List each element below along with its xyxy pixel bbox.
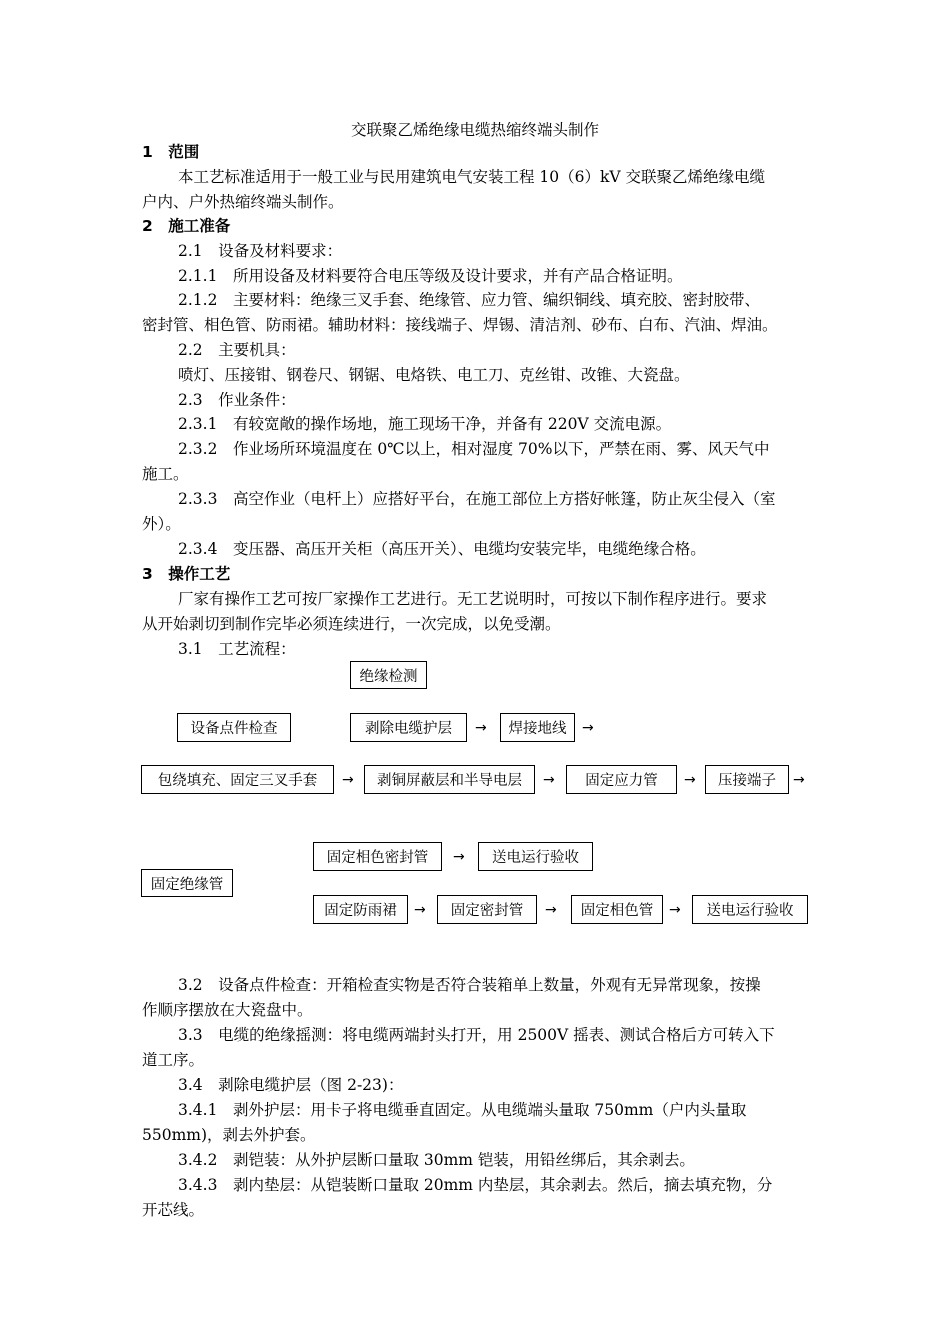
item-2-3-2-line2: 施工。 xyxy=(142,465,189,483)
flow-fix-phase-seal: 固定相色密封管 xyxy=(313,842,442,871)
flow-arrow: → xyxy=(582,720,594,736)
flow-strip-sheath: 剥除电缆护层 xyxy=(350,713,467,742)
flow-arrow: → xyxy=(545,902,557,918)
flow-insulation-test: 绝缘检测 xyxy=(350,661,427,689)
item-2-2-paragraph: 喷灯、压接钳、钢卷尺、钢锯、电烙铁、电工刀、克丝钳、改锥、大瓷盘。 xyxy=(178,366,690,384)
flow-strip-shield: 剥铜屏蔽层和半导电层 xyxy=(364,765,535,794)
item-2-1-1: 2.1.1 所用设备及材料要符合电压等级及设计要求，并有产品合格证明。 xyxy=(178,267,683,285)
section-1-paragraph-line2: 户内、户外热缩终端头制作。 xyxy=(142,193,344,211)
flow-fix-insulation: 固定绝缘管 xyxy=(141,869,233,897)
item-3-3-line1: 3.3 电缆的绝缘摇测：将电缆两端封头打开，用 2500V 摇表、测试合格后方可转入下 xyxy=(178,1026,775,1044)
item-3-4-1-line2: 550mm)，剥去外护套。 xyxy=(142,1126,316,1144)
item-2-3-4: 2.3.4 变压器、高压开关柜（高压开关）、电缆均安装完毕，电缆绝缘合格。 xyxy=(178,540,706,558)
item-3-4: 3.4 剥除电缆护层（图 2-23)： xyxy=(178,1076,404,1094)
flow-arrow: → xyxy=(669,902,681,918)
section-2-heading: 2 施工准备 xyxy=(142,217,231,235)
item-2-1-2-line2: 密封管、相色管、防雨裙。辅助材料：接线端子、焊锡、清洁剂、砂布、白布、汽油、焊油。 xyxy=(142,316,778,334)
item-3-2-line1: 3.2 设备点件检查：开箱检查实物是否符合装箱单上数量，外观有无异常现象，按操 xyxy=(178,976,761,994)
flow-weld-ground: 焊接地线 xyxy=(500,713,575,742)
flow-arrow: → xyxy=(543,772,555,788)
flow-crimp-terminal: 压接端子 xyxy=(705,765,789,794)
flow-fix-rain-skirt: 固定防雨裙 xyxy=(313,895,408,924)
item-3-2-line2: 作顺序摆放在大瓷盘中。 xyxy=(142,1001,313,1019)
item-2-3-1: 2.3.1 有较宽敞的操作场地，施工现场干净，并备有 220V 交流电源。 xyxy=(178,415,672,433)
item-3-3-line2: 道工序。 xyxy=(142,1051,205,1069)
item-2-3: 2.3 作业条件： xyxy=(178,391,296,409)
item-3-4-3-line1: 3.4.3 剥内垫层：从铠装断口量取 20mm 内垫层，其余剥去。然后，摘去填充物，分 xyxy=(178,1176,773,1194)
flow-power-acceptance: 送电运行验收 xyxy=(478,842,593,871)
item-2-3-2-line1: 2.3.2 作业场所环境温度在 0℃以上，相对湿度 70%以下，严禁在雨、雾、风天气中 xyxy=(178,440,770,458)
item-2-3-3-line2: 外）。 xyxy=(142,515,181,533)
flow-fix-stress: 固定应力管 xyxy=(566,765,677,794)
item-2-1-2-line1: 2.1.2 主要材料：绝缘三叉手套、绝缘管、应力管、编织铜线、填充胶、密封胶带、 xyxy=(178,291,760,309)
flow-arrow: → xyxy=(793,772,805,788)
item-3-1: 3.1 工艺流程： xyxy=(178,640,296,658)
section-3-paragraph-line1: 厂家有操作工艺可按厂家操作工艺进行。无工艺说明时，可按以下制作程序进行。要求 xyxy=(178,590,768,608)
section-3-paragraph-line2: 从开始剥切到制作完毕必须连续进行，一次完成，以免受潮。 xyxy=(142,615,561,633)
section-3-heading: 3 操作工艺 xyxy=(142,565,231,583)
flow-power-acceptance-2: 送电运行验收 xyxy=(692,895,808,924)
item-3-4-1-line1: 3.4.1 剥外护层：用卡子将电缆垂直固定。从电缆端头量取 750mm（户内头量取 xyxy=(178,1101,747,1119)
section-1-paragraph-line1: 本工艺标准适用于一般工业与民用建筑电气安装工程 10（6）kV 交联聚乙烯绝缘电缆 xyxy=(178,168,766,186)
document-title: 交联聚乙烯绝缘电缆热缩终端头制作 xyxy=(350,121,599,139)
flow-arrow: → xyxy=(684,772,696,788)
item-2-1: 2.1 设备及材料要求： xyxy=(178,242,343,260)
section-1-heading: 1 范围 xyxy=(142,143,200,161)
flow-equipment-check: 设备点件检查 xyxy=(177,713,291,742)
flow-arrow: → xyxy=(342,772,354,788)
flow-arrow: → xyxy=(414,902,426,918)
flow-fix-seal: 固定密封管 xyxy=(437,895,537,924)
item-2-3-3-line1: 2.3.3 高空作业（电杆上）应搭好平台，在施工部位上方搭好帐篷，防止灰尘侵入（室 xyxy=(178,490,776,508)
flow-wrap-fill: 包绕填充、固定三叉手套 xyxy=(141,765,334,794)
flow-fix-phase: 固定相色管 xyxy=(571,895,663,924)
item-3-4-2: 3.4.2 剥铠装：从外护层断口量取 30mm 铠装，用铅丝绑后，其余剥去。 xyxy=(178,1151,695,1169)
flow-arrow: → xyxy=(453,849,465,865)
item-3-4-3-line2: 开芯线。 xyxy=(142,1201,205,1219)
flow-arrow: → xyxy=(475,720,487,736)
item-2-2: 2.2 主要机具： xyxy=(178,341,296,359)
